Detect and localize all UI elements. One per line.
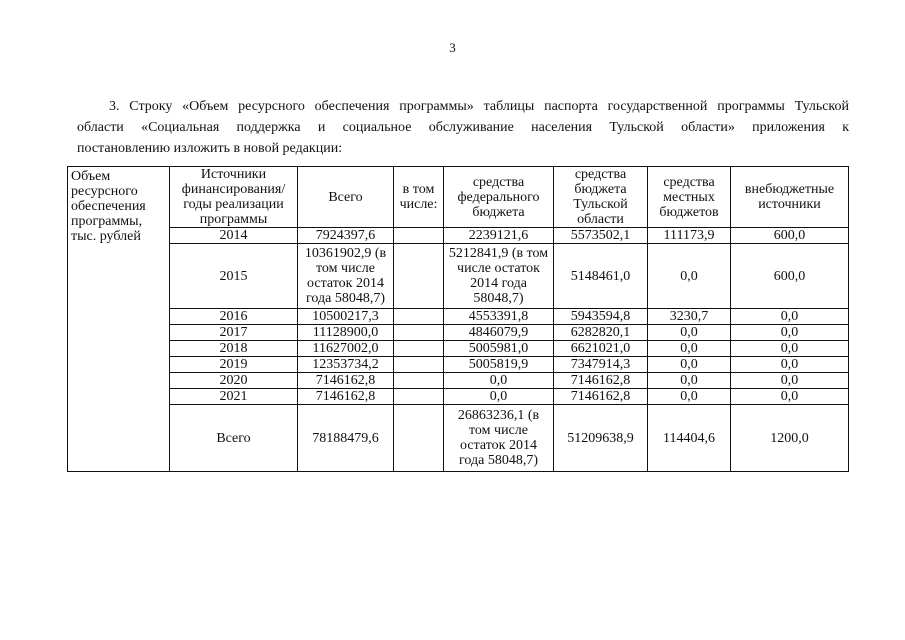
- regional-cell: 5148461,0: [554, 244, 648, 309]
- local-cell: 0,0: [648, 325, 731, 341]
- local-cell: 3230,7: [648, 309, 731, 325]
- header-including: в том числе:: [394, 167, 444, 228]
- total-cell: 7146162,8: [298, 389, 394, 405]
- row-label-cell: Объем ресурсного обеспечения программы, тыс. рублей: [68, 167, 170, 472]
- total-cell: 7924397,6: [298, 228, 394, 244]
- table-row: [68, 389, 849, 405]
- year-cell: 2017: [170, 325, 298, 341]
- header-regional: средства бюджета Тульской области: [554, 167, 648, 228]
- including-cell: [394, 228, 444, 244]
- intro-line-1: 3. Строку «Объем ресурсного обеспечения программы» таблицы паспорта государственной программы Тульской: [109, 99, 849, 114]
- year-cell: 2021: [170, 389, 298, 405]
- extra-cell: 0,0: [731, 373, 849, 389]
- including-cell: [394, 244, 444, 309]
- extra-cell: 600,0: [731, 244, 849, 309]
- federal-cell: 4846079,9: [444, 325, 554, 341]
- page-number: 3: [449, 40, 456, 55]
- intro-line-2: области «Социальная поддержка и социальное обслуживание населения Тульской области» приложения к: [77, 120, 849, 135]
- federal-cell: 5005981,0: [444, 341, 554, 357]
- local-cell: 0,0: [648, 389, 731, 405]
- year-cell: 2019: [170, 357, 298, 373]
- regional-cell: 7146162,8: [554, 389, 648, 405]
- including-cell: [394, 325, 444, 341]
- header-federal: средства федерального бюджета: [444, 167, 554, 228]
- header-total: Всего: [298, 167, 394, 228]
- intro-line-3: постановлению изложить в новой редакции:: [77, 141, 343, 156]
- extra-cell: 600,0: [731, 228, 849, 244]
- header-sources: Источники финансирования/ годы реализации программы: [170, 167, 298, 228]
- including-cell: [394, 309, 444, 325]
- extra-cell: 0,0: [731, 341, 849, 357]
- total-cell: 7146162,8: [298, 373, 394, 389]
- extra-cell: 0,0: [731, 389, 849, 405]
- table-row: [68, 325, 849, 341]
- federal-cell: 4553391,8: [444, 309, 554, 325]
- extra-cell: 0,0: [731, 357, 849, 373]
- header-local: средства местных бюджетов: [648, 167, 731, 228]
- extra-cell: 0,0: [731, 325, 849, 341]
- table-row: [68, 244, 849, 309]
- federal-cell: 0,0: [444, 373, 554, 389]
- total-cell: 78188479,6: [298, 405, 394, 472]
- total-cell: 10500217,3: [298, 309, 394, 325]
- total-cell: 11128900,0: [298, 325, 394, 341]
- including-cell: [394, 389, 444, 405]
- table-row: [68, 357, 849, 373]
- local-cell: 0,0: [648, 357, 731, 373]
- regional-cell: 7146162,8: [554, 373, 648, 389]
- regional-cell: 6282820,1: [554, 325, 648, 341]
- regional-cell: 51209638,9: [554, 405, 648, 472]
- total-cell: 11627002,0: [298, 341, 394, 357]
- intro-paragraph: [77, 96, 849, 159]
- extra-cell: 1200,0: [731, 405, 849, 472]
- regional-cell: 5573502,1: [554, 228, 648, 244]
- federal-cell: 26863236,1 (в том числе остаток 2014 года 58048,7): [444, 405, 554, 472]
- year-cell: 2020: [170, 373, 298, 389]
- header-extra: внебюджетные источники: [731, 167, 849, 228]
- local-cell: 0,0: [648, 244, 731, 309]
- federal-cell: 2239121,6: [444, 228, 554, 244]
- table-row: [68, 309, 849, 325]
- federal-cell: 0,0: [444, 389, 554, 405]
- regional-cell: 7347914,3: [554, 357, 648, 373]
- table-row: [68, 341, 849, 357]
- including-cell: [394, 341, 444, 357]
- local-cell: 114404,6: [648, 405, 731, 472]
- local-cell: 0,0: [648, 341, 731, 357]
- federal-cell: 5005819,9: [444, 357, 554, 373]
- local-cell: 0,0: [648, 373, 731, 389]
- year-cell: Всего: [170, 405, 298, 472]
- extra-cell: 0,0: [731, 309, 849, 325]
- total-cell: 10361902,9 (в том числе остаток 2014 года 58048,7): [298, 244, 394, 309]
- including-cell: [394, 357, 444, 373]
- year-cell: 2016: [170, 309, 298, 325]
- resource-table: [67, 166, 849, 472]
- regional-cell: 6621021,0: [554, 341, 648, 357]
- including-cell: [394, 373, 444, 389]
- total-cell: 12353734,2: [298, 357, 394, 373]
- regional-cell: 5943594,8: [554, 309, 648, 325]
- table-total-row: [68, 405, 849, 472]
- table-row: [68, 228, 849, 244]
- table-header-row: [68, 167, 849, 228]
- year-cell: 2018: [170, 341, 298, 357]
- year-cell: 2015: [170, 244, 298, 309]
- including-cell: [394, 405, 444, 472]
- year-cell: 2014: [170, 228, 298, 244]
- table-row: [68, 373, 849, 389]
- local-cell: 111173,9: [648, 228, 731, 244]
- federal-cell: 5212841,9 (в том числе остаток 2014 года 58048,7): [444, 244, 554, 309]
